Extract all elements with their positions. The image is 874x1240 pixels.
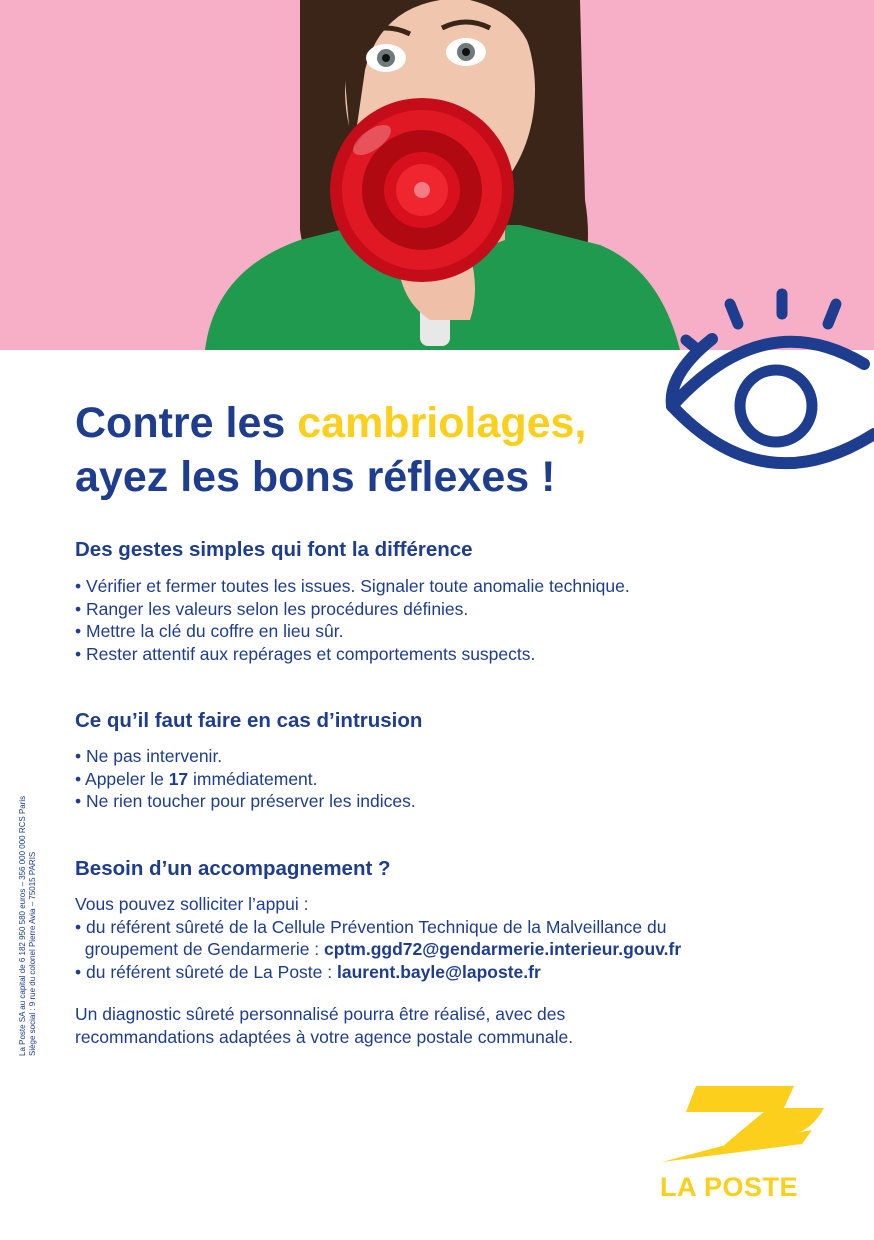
item1-prefix: groupement de Gendarmerie :	[75, 939, 325, 959]
list-item: • Rester attentif aux repérages et comportements suspects.	[75, 643, 536, 664]
diagnostic-line: recommandations adaptées à votre agence postale communale.	[75, 1026, 574, 1047]
eye-icon	[664, 284, 874, 484]
list-item: • du référent sûreté de la Cellule Prévention Technique de la Malveillance du	[75, 916, 667, 937]
la-poste-logo-text: LA POSTE	[660, 1172, 799, 1202]
call-prefix: • Appeler le	[75, 768, 169, 789]
emergency-number: 17	[168, 768, 189, 789]
section1-list	[75, 575, 630, 665]
list-item	[75, 938, 681, 961]
legal-line: Siège social : 9 rue du colonel Pierre Avia – 75015 PARIS	[28, 851, 37, 1056]
title-part1: Contre les	[75, 399, 298, 447]
list-item: • Mettre la clé du coffre en lieu sûr.	[75, 621, 344, 641]
laposte-email-link[interactable]: laurent.bayle@laposte.fr	[336, 961, 541, 982]
section2-list	[75, 745, 416, 813]
call-suffix: immédiatement.	[188, 768, 318, 789]
list-item	[75, 768, 416, 791]
section1-heading: Des gestes simples qui font la différence	[75, 538, 473, 561]
section2-heading: Ce qu’il faut faire en cas d’intrusion	[75, 709, 423, 732]
list-item: • Ranger les valeurs selon les procédures définies.	[75, 598, 469, 619]
section3-heading: Besoin d’un accompagnement ?	[75, 857, 391, 880]
list-item: • Ne pas intervenir.	[75, 746, 223, 766]
list-item	[75, 961, 681, 984]
support-intro: Vous pouvez solliciter l’appui :	[75, 894, 309, 914]
section3-body	[75, 893, 681, 983]
legal-mention	[18, 796, 38, 1056]
list-item: • Ne rien toucher pour préserver les indices.	[75, 791, 416, 811]
gendarmerie-email-link[interactable]: cptm.ggd72@gendarmerie.interieur.gouv.fr	[324, 939, 682, 959]
diagnostic-paragraph	[75, 1003, 573, 1048]
title-line2: ayez les bons réflexes !	[75, 453, 556, 501]
page-title	[75, 396, 586, 504]
legal-line: La Poste SA au capital de 6 182 950 580 euros – 356 000 000 RCS Paris	[18, 795, 27, 1056]
item2-prefix: • du référent sûreté de La Poste :	[75, 961, 337, 982]
list-item: • Vérifier et fermer toutes les issues. Signaler toute anomalie technique.	[75, 576, 630, 596]
diagnostic-line: Un diagnostic sûreté personnalisé pourra être réalisé, avec des	[75, 1004, 566, 1024]
title-highlight: cambriolages,	[297, 399, 587, 447]
